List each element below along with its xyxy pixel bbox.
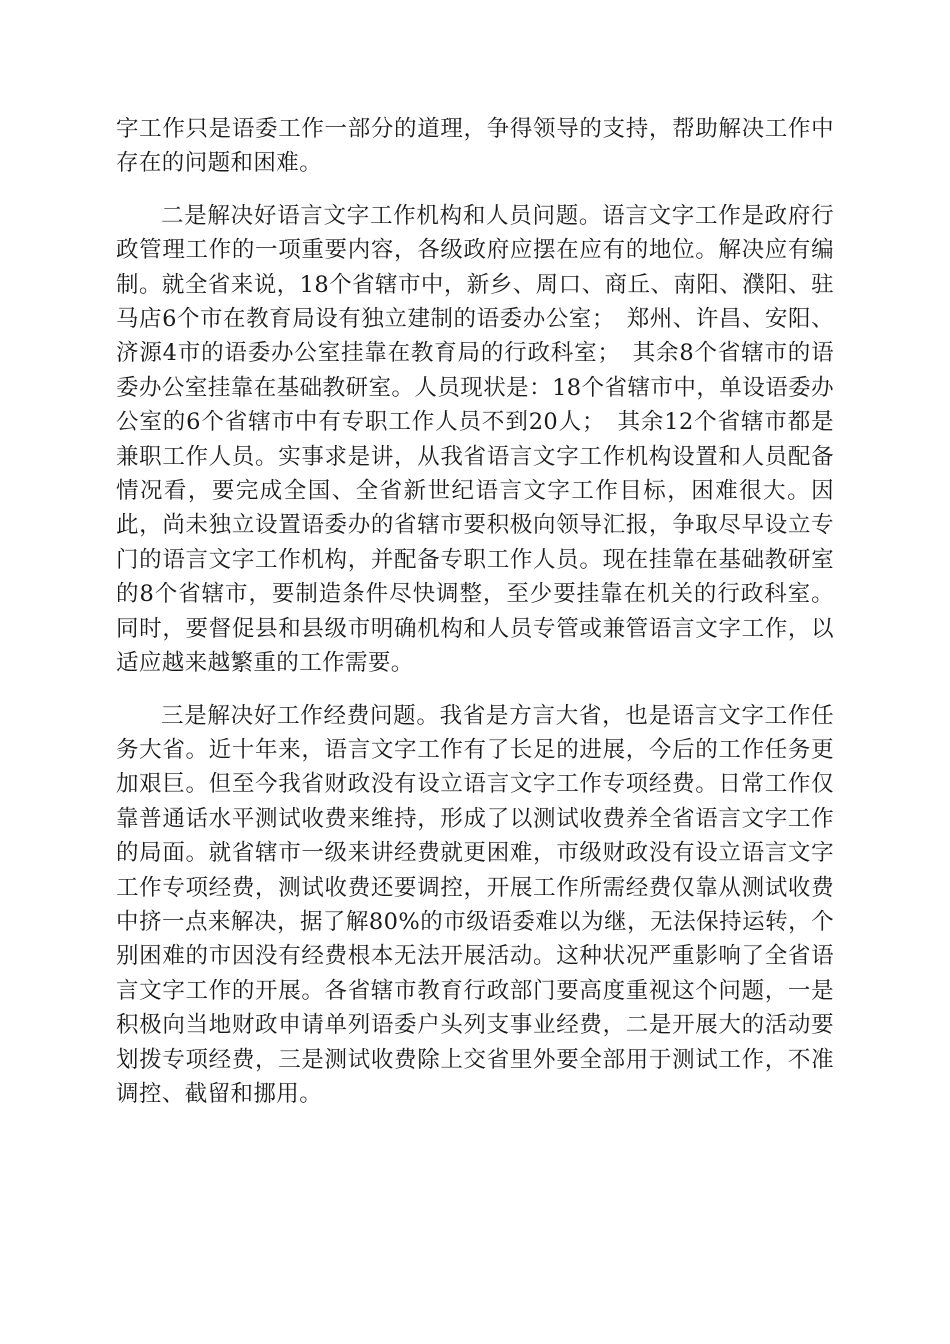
paragraph-continuation: 字工作只是语委工作一部分的道理，争得领导的支持，帮助解决工作中存在的问题和困难。	[116, 116, 834, 177]
document-page	[116, 112, 834, 1111]
paragraph-staffing: 二是解决好语言文字工作机构和人员问题。语言文字工作是政府行政管理工作的一项重要内容，各级政府应摆在应有的地位。解决应有编制。就全省来说，18个省辖市中，新乡、周口、商丘、南阳、濮阳、驻马店6个市在教育局设有独立建制的语委办公室； 郑州、许昌、安阳、济源4市的语委办公室挂靠在教育局的行政科室； 其余8个省辖市的语委办公室挂靠在基础教研室。人员现状是：18个省辖市中，单设语委办公室的6个省辖市中有专职工作人员不到20人； 其余12个省辖市都是兼职工作人员。实事求是讲，从我省语言文字工作机构设置和人员配备情况看，要完成全国、全省新世纪语言文字工作目标，困难很大。因此，尚未独立设置语委办的省辖市要积极向领导汇报，争取尽早设立专门的语言文字工作机构，并配备专职工作人员。现在挂靠在基础教研室的8个省辖市，要制造条件尽快调整，至少要挂靠在机关的行政科室。同时，要督促县和县级市明确机构和人员专管或兼管语言文字工作，以适应越来越繁重的工作需要。	[116, 202, 834, 677]
paragraph-funding: 三是解决好工作经费问题。我省是方言大省，也是语言文字工作任务大省。近十年来，语言文字工作有了长足的进展，今后的工作任务更加艰巨。但至今我省财政没有设立语言文字工作专项经费。日常工作仅靠普通话水平测试收费来维持，形成了以测试收费养全省语言文字工作的局面。就省辖市一级来讲经费就更困难，市级财政没有设立语言文字工作专项经费，测试收费还要调控，开展工作所需经费仅靠从测试收费中挤一点来解决，据了解80%的市级语委难以为继，无法保持运转，个别困难的市因没有经费根本无法开展活动。这种状况严重影响了全省语言文字工作的开展。各省辖市教育行政部门要高度重视这个问题，一是积极向当地财政申请单列语委户头列支事业经费，二是开展大的活动要划拨专项经费，三是测试收费除上交省里外要全部用于测试工作，不准调控、截留和挪用。	[116, 702, 834, 1107]
